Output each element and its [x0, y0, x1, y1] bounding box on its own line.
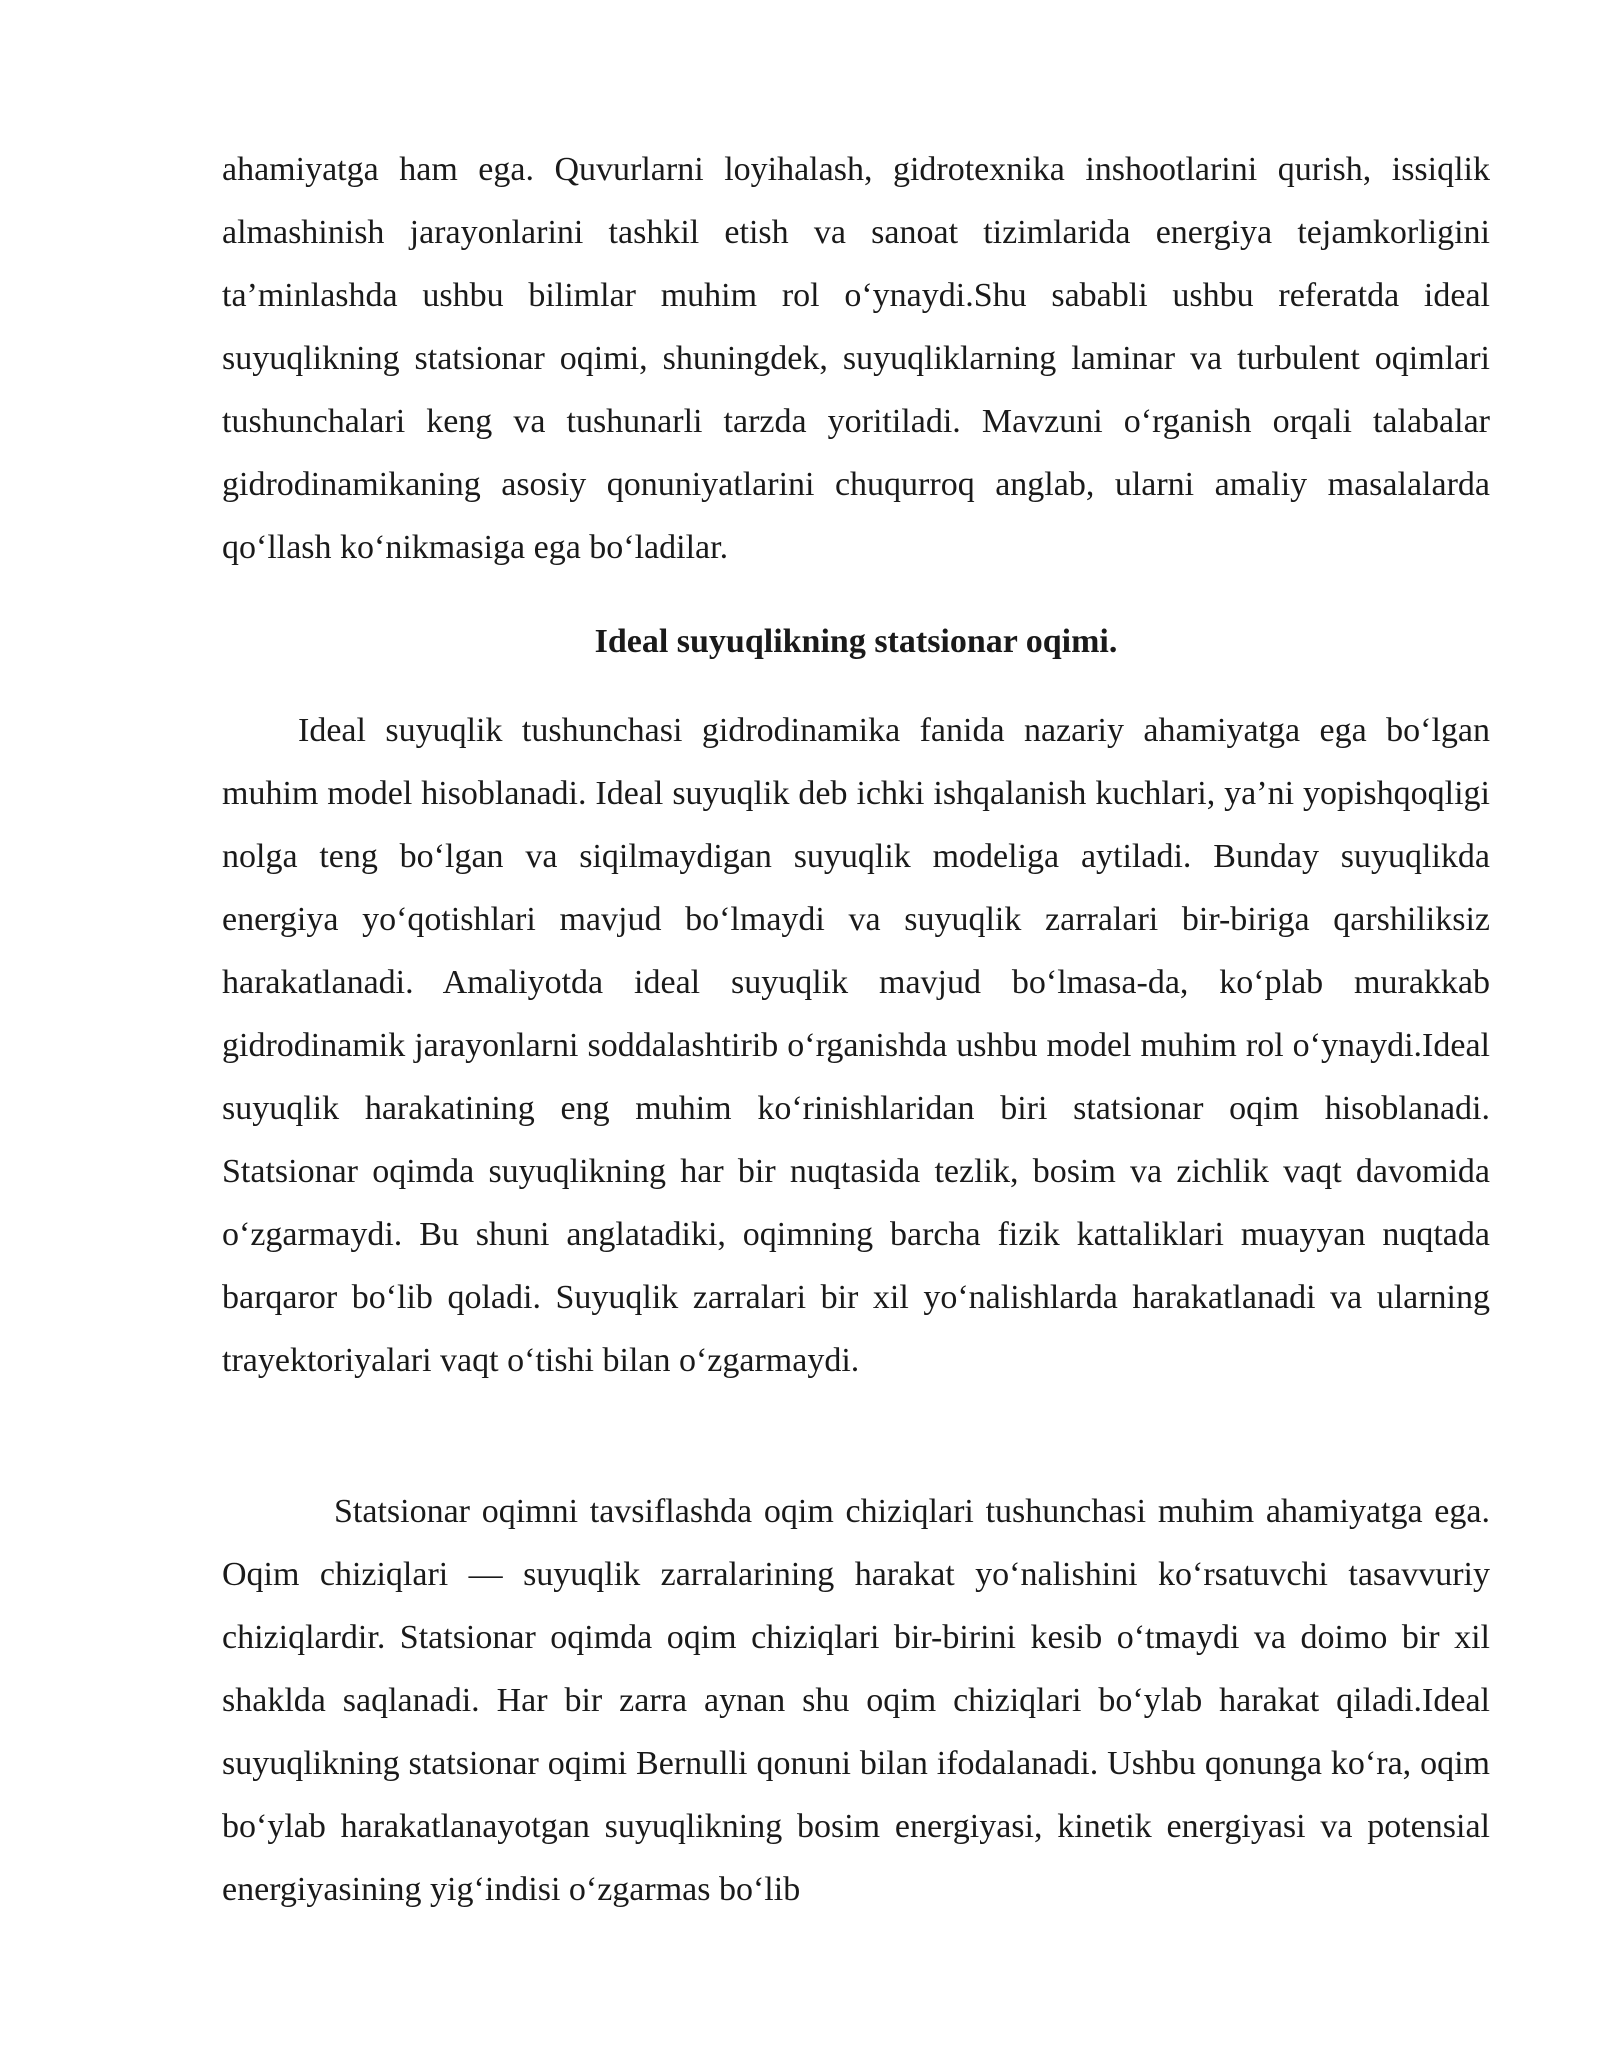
paragraph-intro-continued: ahamiyatga ham ega. Quvurlarni loyihalash, gidrotexnika inshootlarini qurish, issiqlik almashinish jarayonlarini tashkil etish va sanoat tizimlarida energiya tejamkorligini ta’minlashda ushbu bilimlar muhim rol o‘ynaydi.Shu sababli ushbu referatda ideal suyuqlikning statsionar oqimi, shuningdek, suyuqliklarning laminar va turbulent oqimlari tushunchalari keng va tushunarli tarzda yoritiladi. Mavzuni o‘rganish orqali talabalar gidrodinamikaning asosiy qonuniyatlarini chuqurroq anglab, ularni amaliy masalalarda qo‘llash ko‘nikmasiga ega bo‘ladilar.: [222, 151, 1490, 566]
section-heading: Ideal suyuqlikning statsionar oqimi.: [594, 623, 1118, 660]
paragraph-streamlines: Statsionar oqimni tavsiflashda oqim chiziqlari tushunchasi muhim ahamiyatga ega. Oqim chiziqlari — suyuqlik zarralarining harakat yo‘nalishini ko‘rsatuvchi tasavvuriy chiziqlardir. Statsionar oqimda oqim chiziqlari bir-birini kesib o‘tmaydi va doimo bir xil shaklda saqlanadi. Har bir zarra aynan shu oqim chiziqlari bo‘ylab harakat qiladi.Ideal suyuqlikning statsionar oqimi Bernulli qonuni bilan ifodalanadi. Ushbu qonunga ko‘ra, oqim bo‘ylab harakatlanayotgan suyuqlikning bosim energiyasi, kinetik energiyasi va potensial energiyasining yig‘indisi o‘zgarmas bo‘lib: [222, 1493, 1490, 1908]
paragraph-ideal-fluid: Ideal suyuqlik tushunchasi gidrodinamika fanida nazariy ahamiyatga ega bo‘lgan muhim model hisoblanadi. Ideal suyuqlik deb ichki ishqalanish kuchlari, ya’ni yopishqoqligi nolga teng bo‘lgan va siqilmaydigan suyuqlik modeliga aytiladi. Bunday suyuqlikda energiya yo‘qotishlari mavjud bo‘lmaydi va suyuqlik zarralari bir-biriga qarshiliksiz harakatlanadi. Amaliyotda ideal suyuqlik mavjud bo‘lmasa-da, ko‘plab murakkab gidrodinamik jarayonlarni soddalashtirib o‘rganishda ushbu model muhim rol o‘ynaydi.Ideal suyuqlik harakatining eng muhim ko‘rinishlaridan biri statsionar oqim hisoblanadi. Statsionar oqimda suyuqlikning har bir nuqtasida tezlik, bosim va zichlik vaqt davomida o‘zgarmaydi. Bu shuni anglatadiki, oqimning barcha fizik kattaliklari muayyan nuqtada barqaror bo‘lib qoladi. Suyuqlik zarralari bir xil yo‘nalishlarda harakatlanadi va ularning trayektoriyalari vaqt o‘tishi bilan o‘zgarmaydi.: [222, 712, 1490, 1379]
